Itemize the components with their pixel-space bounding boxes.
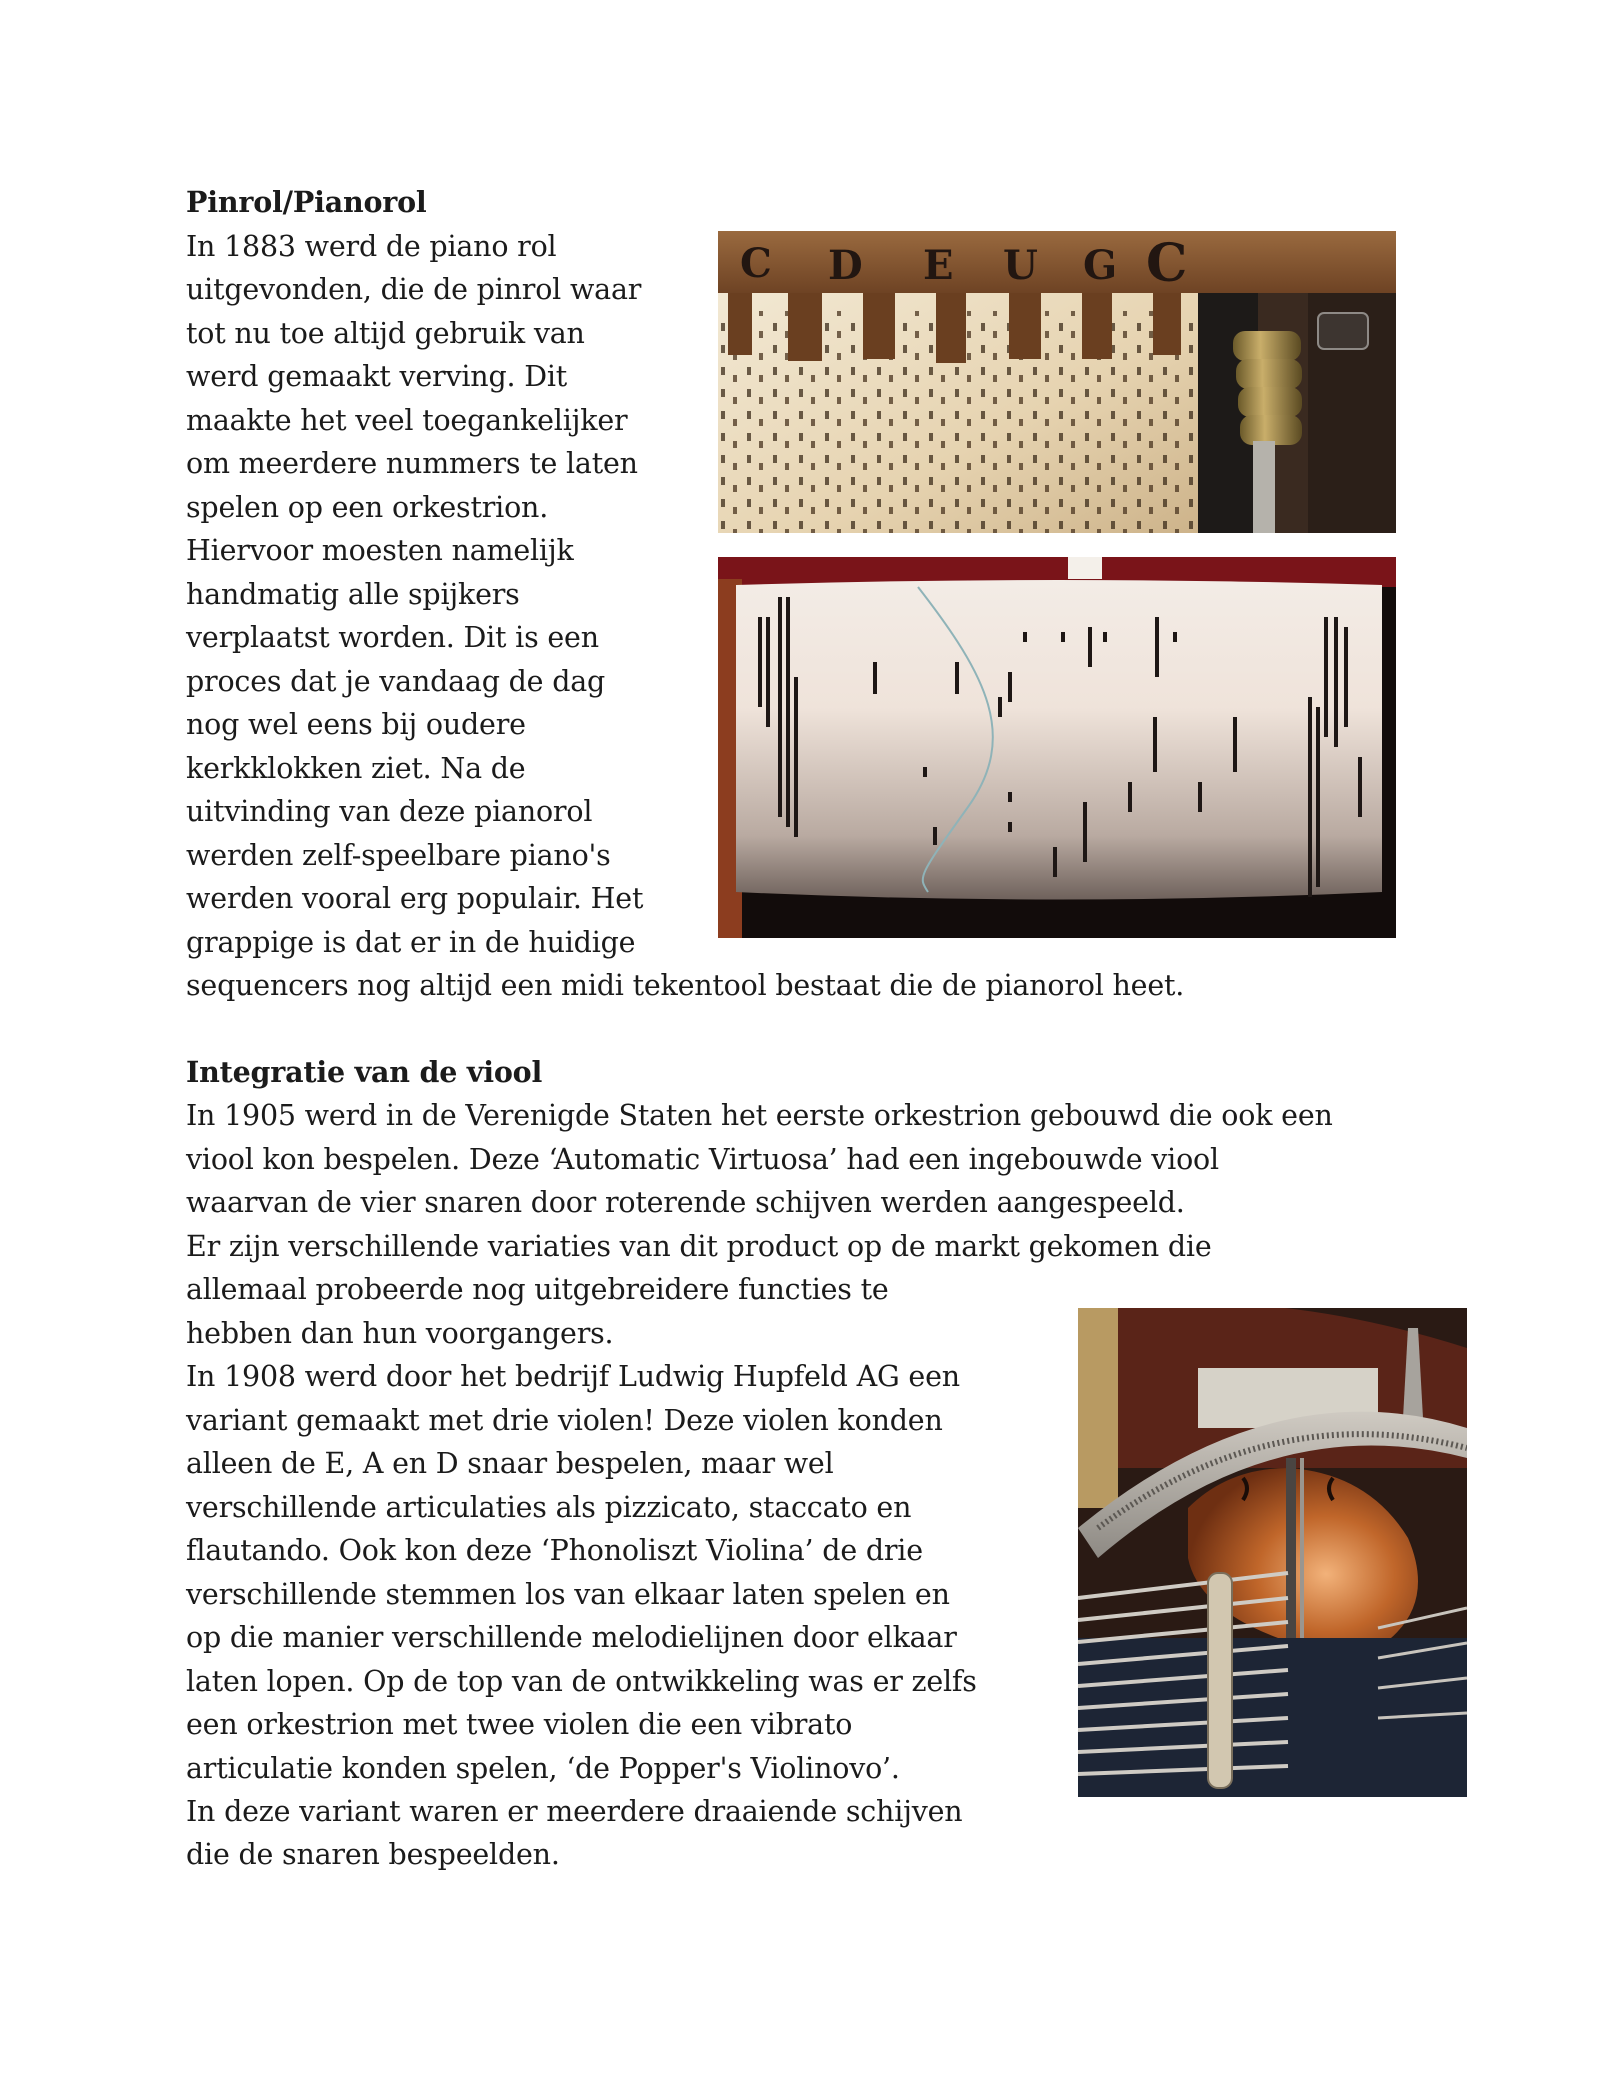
paragraph-line: die de snaren bespeelden. — [186, 1838, 560, 1871]
paragraph-line: tot nu toe altijd gebruik van — [186, 317, 585, 350]
paragraph-line: sequencers nog altijd een midi tekentool bestaat die de pianorol heet. — [186, 969, 1185, 1002]
svg-text:C: C — [1146, 233, 1188, 294]
paragraph-line: spelen op een orkestrion. — [186, 491, 549, 524]
paragraph-line: uitgevonden, die de pinrol waar — [186, 273, 642, 306]
paragraph-line: grappige is dat er in de huidige — [186, 926, 636, 959]
paragraph-line: verplaatst worden. Dit is een — [186, 621, 599, 654]
stencil-letter: C — [740, 240, 772, 287]
svg-text:D: D — [828, 242, 863, 289]
paragraph-line: laten lopen. Op de top van de ontwikkeling was er zelfs — [186, 1665, 977, 1698]
svg-text:E: E — [923, 242, 954, 289]
pinrol-barrel-illustration — [718, 231, 1396, 533]
paragraph-line: allemaal probeerde nog uitgebreidere functies te — [186, 1273, 889, 1306]
paragraph-line: Er zijn verschillende variaties van dit product op de markt gekomen die — [186, 1230, 1212, 1263]
paragraph-line: werden zelf-speelbare piano's — [186, 839, 611, 872]
paragraph-line: In 1883 werd de piano rol — [186, 230, 557, 263]
paragraph-line: verschillende articulaties als pizzicato, staccato en — [186, 1491, 912, 1524]
paragraph-line: hebben dan hun voorgangers. — [186, 1317, 614, 1350]
paragraph-line: viool kon bespelen. Deze ‘Automatic Virtuosa’ had een ingebouwde viool — [186, 1143, 1219, 1176]
svg-text:U: U — [1003, 242, 1038, 289]
pianorol-illustration — [718, 557, 1396, 938]
paragraph-line: nog wel eens bij oudere — [186, 708, 526, 741]
section-heading: Pinrol/Pianorol — [186, 185, 427, 219]
paragraph-line: Hiervoor moesten namelijk — [186, 534, 574, 567]
pinrol-barrel-photo — [718, 231, 1396, 533]
svg-text:G: G — [1083, 242, 1118, 289]
paragraph-line: articulatie konden spelen, ‘de Popper's Violinovo’. — [186, 1752, 900, 1785]
paragraph-line: werden vooral erg populair. Het — [186, 882, 644, 915]
pianorol-photo — [718, 557, 1396, 938]
paragraph-line: op die manier verschillende melodielijnen door elkaar — [186, 1621, 957, 1654]
paragraph-line: proces dat je vandaag de dag — [186, 665, 606, 698]
paragraph-line: alleen de E, A en D snaar bespelen, maar wel — [186, 1447, 834, 1480]
paragraph-line: kerkklokken ziet. Na de — [186, 752, 526, 785]
violin-orchestrion-illustration — [1078, 1308, 1467, 1797]
paragraph-line: uitvinding van deze pianorol — [186, 795, 593, 828]
paragraph-line: In 1905 werd in de Verenigde Staten het eerste orkestrion gebouwd die ook een — [186, 1099, 1333, 1132]
paragraph-line: flautando. Ook kon deze ‘Phonoliszt Violina’ de drie — [186, 1534, 923, 1567]
paragraph-line: verschillende stemmen los van elkaar laten spelen en — [186, 1578, 950, 1611]
violin-orchestrion-photo — [1078, 1308, 1467, 1797]
paragraph-line: een orkestrion met twee violen die een vibrato — [186, 1708, 853, 1741]
paragraph-line: variant gemaakt met drie violen! Deze violen konden — [186, 1404, 943, 1437]
paragraph-line: werd gemaakt verving. Dit — [186, 360, 568, 393]
section-heading: Integratie van de viool — [186, 1055, 543, 1089]
paragraph-line: handmatig alle spijkers — [186, 578, 520, 611]
paragraph-line: maakte het veel toegankelijker — [186, 404, 628, 437]
paragraph-line: In 1908 werd door het bedrijf Ludwig Hupfeld AG een — [186, 1360, 960, 1393]
paragraph-line: om meerdere nummers te laten — [186, 447, 638, 480]
paragraph-line: waarvan de vier snaren door roterende schijven werden aangespeeld. — [186, 1186, 1185, 1219]
paragraph-line: In deze variant waren er meerdere draaiende schijven — [186, 1795, 963, 1828]
